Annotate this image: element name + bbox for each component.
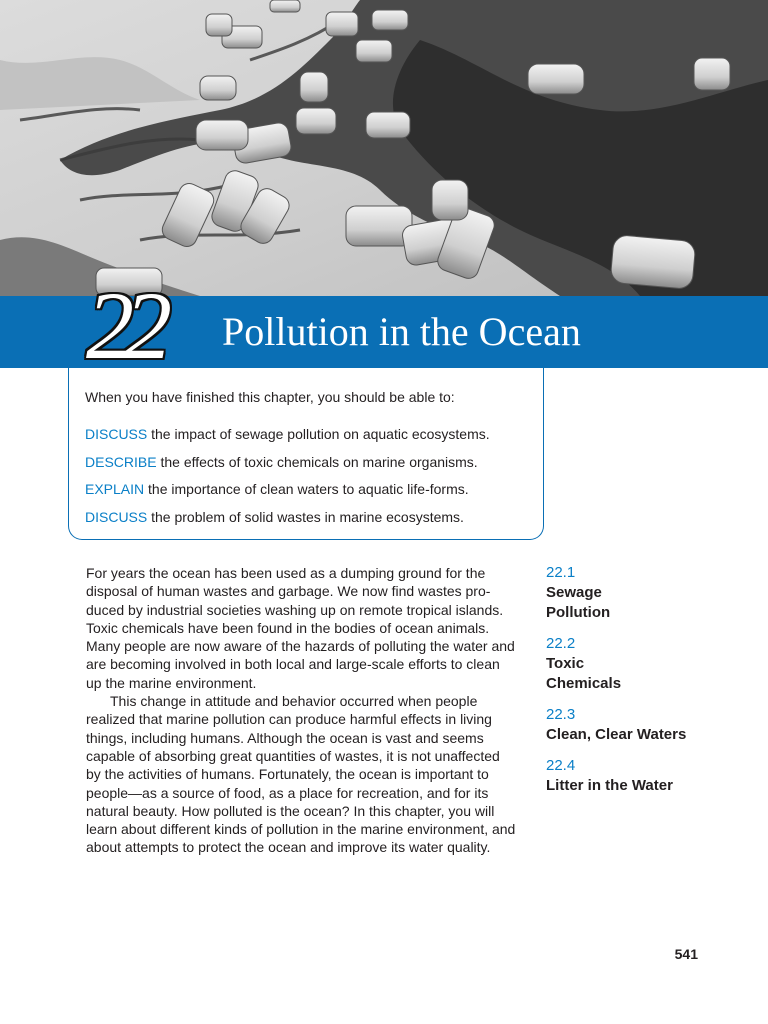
objective-text: the importance of clean waters to aquatic life-forms. (144, 481, 469, 497)
section-number: 22.2 (546, 635, 576, 652)
learning-objectives-box (68, 368, 544, 540)
objective-verb: DISCUSS (85, 426, 148, 442)
chapter-intro-text (86, 564, 516, 857)
objective-verb: DESCRIBE (85, 454, 157, 470)
section-number: 22.4 (546, 757, 576, 774)
section-entry[interactable] (546, 705, 756, 745)
objective-verb: EXPLAIN (85, 481, 145, 497)
page-number: 541 (674, 946, 698, 962)
objective-text: the effects of toxic chemicals on marine organisms. (156, 454, 478, 470)
objective-verb: DISCUSS (85, 509, 148, 525)
section-entry[interactable] (546, 756, 756, 796)
objective-text: the problem of solid wastes in marine ecosystems. (147, 509, 464, 525)
section-entry[interactable] (546, 634, 756, 694)
section-title: Clean, Clear Waters (546, 726, 687, 743)
section-entry[interactable] (546, 563, 756, 623)
chapter-number: 22 (86, 272, 162, 379)
section-title: Chemicals (546, 675, 622, 692)
objective-text: the impact of sewage pollution on aquatic ecosystems. (147, 426, 490, 442)
chapter-opener-photo (0, 0, 768, 296)
intro-paragraph-1: For years the ocean has been used as a dumping ground for the disposal of human wastes and garbage. We now find wastes pro-duced by industrial societies washing up on remote tropical islands. Toxic chemicals have been found in the bodies of ocean animals. Many people are now aware of the hazards of polluting the water and are becoming involved in both local and large-scale efforts to clean up the marine environment. (86, 565, 515, 691)
intro-paragraph-2: This change in attitude and behavior occurred when people realized that marine pollution can produce harmful effects in living things, including humans. Although the ocean is vast and seems capable of absorbing great quantities of wastes, it is not unaffected by the activities of humans. Fortunately, the ocean is important to people—as a source of food, as a place for recreation, and for its natural beauty. How polluted is the ocean? In this chapter, you will learn about different kinds of pollution in the marine environment, and about attempts to protect the ocean and improve its water quality. (86, 693, 516, 856)
objective-item (85, 508, 464, 526)
section-title: Pollution (546, 604, 611, 621)
section-number: 22.1 (546, 564, 576, 581)
section-number: 22.3 (546, 706, 576, 723)
objective-item (85, 453, 478, 471)
section-title: Litter in the Water (546, 777, 673, 794)
chapter-title: Pollution in the Ocean (222, 309, 581, 354)
section-title: Toxic (546, 655, 585, 672)
objective-item (85, 480, 469, 498)
chapter-sections-list (546, 563, 756, 807)
beach-litter-image (0, 0, 768, 296)
section-title: Sewage (546, 584, 602, 601)
objective-item (85, 425, 490, 443)
objectives-intro: When you have finished this chapter, you should be able to: (85, 389, 455, 405)
